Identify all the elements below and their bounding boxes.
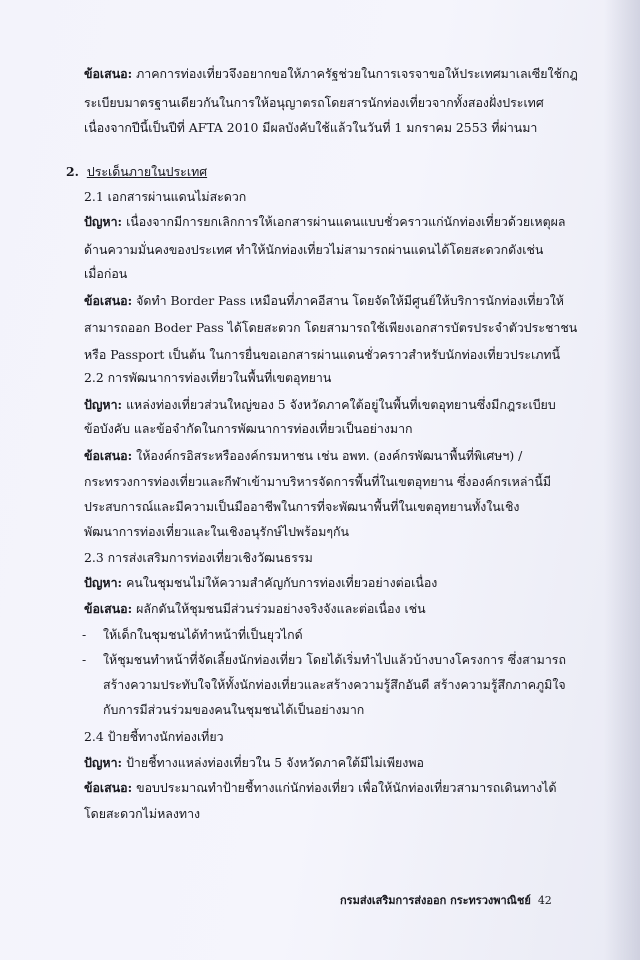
problem-label: ปัญหา: (84, 575, 123, 590)
bullet-2-line-2: สร้างความประทับใจให้ทั้งนักท่องเที่ยวและสร้างความรู้สึกอันดี สร้างความรู้สึกภาคภูมิใจ (103, 677, 566, 692)
proposal-label: ข้อเสนอ: (84, 66, 133, 81)
topic-2-3-heading: 2.3 การส่งเสริมการท่องเที่ยวเชิงวัฒนธรรม (84, 550, 313, 565)
bullet-1-line-1: ให้เด็กในชุมชนได้ทำหน้าที่เป็นยุวไกด์ (103, 627, 303, 642)
topic-2-2-proposal-line-2: กระทรวงการท่องเที่ยวและกีฬาเข้ามาบริหารจัดการพื้นที่ในเขตอุทยาน ซึ่งองค์กรเหล่านี้มี (84, 474, 552, 489)
topic-2-2-proposal-line-3: ประสบการณ์และมีความเป็นมืออาชีพในการที่จะพัฒนาพื้นที่ในเขตอุทยานทั้งในเชิง (84, 499, 520, 514)
topic-2-2-proposal-line-1 (84, 448, 522, 464)
proposal-label: ข้อเสนอ: (84, 293, 133, 308)
topic-2-1-problem-line-2: ด้านความมั่นคงของประเทศ ทำให้นักท่องเที่ยวไม่สามารถผ่านแดนได้โดยสะดวกดังเช่น (84, 242, 544, 257)
topic-2-1-problem-line-3: เมื่อก่อน (84, 266, 128, 281)
topic-2-4-proposal-line-2: โดยสะดวกไม่หลงทาง (84, 806, 201, 821)
topic-2-2-heading: 2.2 การพัฒนาการท่องเที่ยวในพื้นที่เขตอุทยาน (84, 370, 332, 385)
paragraph-1-line-3: เนื่องจากปีนี้เป็นปีที่ AFTA 2010 มีผลบังคับใช้แล้วในวันที่ 1 มกราคม 2553 ที่ผ่านมา (84, 120, 538, 135)
proposal-text: ขอบประมาณทำป้ายชี้ทางแก่นักท่องเที่ยว เพื่อให้นักท่องเที่ยวสามารถเดินทางได้ (132, 780, 557, 795)
proposal-text: จัดทำ Border Pass เหมือนที่ภาคอีสาน โดยจัดให้มีศูนย์ให้บริการนักท่องเที่ยวให้ (132, 293, 564, 308)
topic-2-3-proposal-line-1 (84, 601, 426, 617)
topic-2-1-problem-line-1 (84, 214, 565, 230)
topic-2-2-problem-line-2: ข้อบังคับ และข้อจำกัดในการพัฒนาการท่องเที่ยวเป็นอย่างมาก (84, 421, 413, 436)
proposal-text: ให้องค์กรอิสระหรือองค์กรมหาชน เช่น อพท. (องค์กรพัฒนาพื้นที่พิเศษฯ) / (132, 448, 523, 463)
section-number: 2. (66, 164, 79, 179)
bullet-2-line-1: ให้ชุมชนทำหน้าที่จัดเลี้ยงนักท่องเที่ยว โดยได้เริ่มทำไปแล้วบ้างบางโครงการ ซึ่งสามารถ (103, 652, 566, 667)
section-2-heading (66, 164, 207, 180)
proposal-text: ภาคการท่องเที่ยวจึงอยากขอให้ภาครัฐช่วยในการเจรจาขอให้ประเทศมาเลเซียใช้กฎ (132, 66, 578, 81)
topic-2-4-problem-line-1 (84, 755, 424, 771)
proposal-label: ข้อเสนอ: (84, 780, 133, 795)
paragraph-1-line-2: ระเบียบมาตรฐานเดียวกันในการให้อนุญาตรถโดยสารนักท่องเที่ยวจากทั้งสองฝั่งประเทศ (84, 95, 544, 110)
topic-2-4-proposal-line-1 (84, 780, 557, 796)
problem-label: ปัญหา: (84, 214, 123, 229)
paragraph-1-line-1 (84, 66, 578, 82)
topic-2-4-heading: 2.4 ป้ายชี้ทางนักท่องเที่ยว (84, 729, 224, 744)
problem-text: ป้ายชี้ทางแหล่งท่องเที่ยวใน 5 จังหวัดภาคใต้มีไม่เพียงพอ (122, 755, 424, 770)
topic-2-2-problem-line-1 (84, 397, 556, 413)
topic-2-3-problem-line-1 (84, 575, 437, 591)
problem-label: ปัญหา: (84, 397, 123, 412)
topic-2-1-proposal-line-2: สามารถออก Boder Pass ได้โดยสะดวก โดยสามารถใช้เพียงเอกสารบัตรประจำตัวประชาชน (84, 320, 578, 335)
proposal-label: ข้อเสนอ: (84, 448, 133, 463)
page-number: 42 (537, 894, 552, 907)
problem-text: คนในชุมชนไม่ให้ความสำคัญกับการท่องเที่ยวอย่างต่อเนื่อง (122, 575, 438, 590)
problem-label: ปัญหา: (84, 755, 123, 770)
topic-2-1-proposal-line-3: หรือ Passport เป็นต้น ในการยื่นขอเอกสารผ่านแดนชั่วคราวสำหรับนักท่องเที่ยวประเภทนี้ (84, 347, 561, 362)
bullet-2-line-3: กับการมีส่วนร่วมของคนในชุมชนได้เป็นอย่างมาก (103, 702, 365, 717)
problem-text: เนื่องจากมีการยกเลิกการให้เอกสารผ่านแดนแบบชั่วคราวแก่นักท่องเที่ยวด้วยเหตุผล (122, 214, 566, 229)
proposal-label: ข้อเสนอ: (84, 601, 133, 616)
topic-2-1-proposal-line-1 (84, 293, 564, 309)
bullet-marker: - (82, 627, 87, 642)
topic-2-2-proposal-line-4: พัฒนาการท่องเที่ยวและในเชิงอนุรักษ์ไปพร้อมๆกัน (84, 524, 350, 539)
topic-2-1-heading: 2.1 เอกสารผ่านแดนไม่สะดวก (84, 189, 247, 204)
page-footer (340, 893, 552, 909)
proposal-text: ผลักดันให้ชุมชนมีส่วนร่วมอย่างจริงจังและต่อเนื่อง เช่น (132, 601, 426, 616)
bullet-marker: - (82, 652, 87, 667)
problem-text: แหล่งท่องเที่ยวส่วนใหญ่ของ 5 จังหวัดภาคใต้อยู่ในพื้นที่เขตอุทยานซึ่งมีกฎระเบียบ (122, 397, 556, 412)
footer-department: กรมส่งเสริมการส่งออก กระทรวงพาณิชย์ (340, 894, 531, 907)
section-title: ประเด็นภายในประเทศ (86, 164, 208, 179)
